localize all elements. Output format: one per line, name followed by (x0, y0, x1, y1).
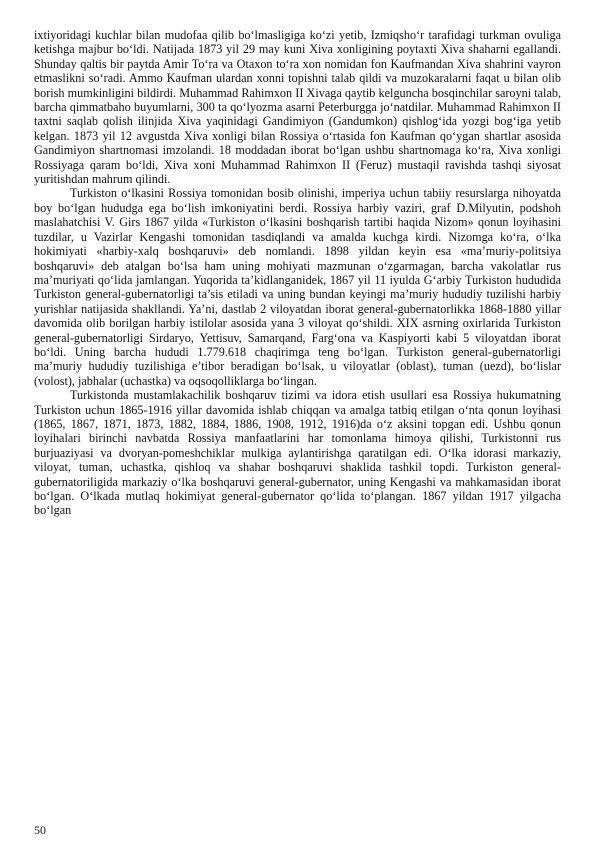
paragraph-1: ixtiyoridagi kuchlar bilan mudofaa qilib bo‘lmasligiga ko‘zi yetib, Izmiqsho‘r tarafidagi turkman ovuliga ketishga majbur bo‘ldi. Natijada 1873 yil 29 may kuni Xiva xonligining poytaxti Xiva shaharni egallandi. Shunday qaltis bir paytda Amir To‘ra va Otaxon to‘ra xon nomidan fon Kaufmandan Xiva shahrini vayron etmaslikni so‘radi. Ammo Kaufman ulardan xonni topishni talab qildi va muzokaralarni faqat u bilan olib borish mumkinligini bildirdi. Muhammad Rahimxon II Xivaga qaytib kelguncha bosqinchilar saroyni talab, barcha qimmatbaho buyumlarni, 300 ta qo‘lyozma asarni Peterburgga jo‘natdilar. Muhammad Rahimxon II taxtni saqlab qolish ilinjida Xiva yaqinidagi Gandimiyon (Gandumkon) qishlog‘ida yozgi bog‘iga yetib kelgan. 1873 yil 12 avgustda Xiva xonligi bilan Rossiya o‘rtasida fon Kaufman qo‘ygan shartlar asosida Gandimiyon shartnomasi imzolandi. 18 moddadan iborat bo‘lgan ushbu shartnomaga ko‘ra, Xiva xonligi Rossiyaga qaram bo‘ldi, Xiva xoni Muhammad Rahimxon II (Feruz) mustaqil ravishda tashqi siyosat yuritishdan mahrum qilindi. (34, 28, 561, 187)
paragraph-3: Turkistonda mustamlakachilik boshqaruv tizimi va idora etish usullari esa Rossiya hukumatning Turkiston uchun 1865-1916 yillar davomida ishlab chiqqan va amalga tatbiq etilgan o‘nta qonun loyihasi (1865, 1867, 1871, 1873, 1882, 1884, 1886, 1908, 1912, 1916)da o‘z aksini topgan edi. Ushbu qonun loyihalari birinchi navbatda Rossiya manfaatlarini har tomonlama himoya qilishi, Turkistonni rus burjuaziyasi va dvoryan-pomeshchiklar mulkiga aylantirishga qaratilgan edi. O‘lka idorasi markaziy, viloyat, tuman, uchastka, qishloq va shahar boshqaruvi shaklida tashkil topdi. Turkiston general-gubernatoriligida markaziy o‘lka boshqaruvi general-gubernator, uning Kengashi va mahkamasidan iborat bo‘lgan. O‘lkada mutlaq hokimiyat general-gubernator qo‘lida to‘plangan. 1867 yildan 1917 yilgacha bo‘lgan (34, 388, 561, 518)
body-text (34, 28, 561, 518)
paragraph-2: Turkiston o‘lkasini Rossiya tomonidan bosib olinishi, imperiya uchun tabiiy resurslarga nihoyatda boy bo‘lgan hududga ega bo‘lish imkoniyatini berdi. Rossiya harbiy vaziri, graf D.Milyutin, podshoh maslahatchisi V. Girs 1867 yilda «Turkiston o‘lkasini boshqarish tartibi haqida Nizom» qonun loyihasini tuzdilar, u Vazirlar Kengashi tomonidan tasdiqlandi va amalda kuchga kirdi. Nizomga ko‘ra, o‘lka hokimiyati «harbiy-xalq boshqaruvi» deb nomlandi. 1898 yildan keyin esa «ma’muriy-politsiya boshqaruvi» deb atalgan bo‘lsa ham uning mohiyati mazmunan o‘zgarmagan, barcha vakolatlar rus ma’muriyati qo‘lida jamlangan. Yuqorida ta’kidlanganidek, 1867 yil 11 iyulda G‘arbiy Turkiston hududida Turkiston general-gubernatorligi ta’sis etiladi va uning bundan keyingi ma’muriy hududiy tuzilishi harbiy yurishlar natijasida shakllandi. Ya’ni, dastlab 2 viloyatdan iborat general-gubernatorlikka 1868-1880 yillar davomida olib borilgan harbiy istilolar asosida yana 3 viloyat qo‘shildi. XIX asrning oxirlarida Turkiston general-gubernatorligi Sirdaryo, Yettisuv, Samarqand, Farg‘ona va Kaspiyorti kabi 5 viloyatdan iborat bo‘ldi. Uning barcha hududi 1.779.618 chaqirimga teng bo‘lgan. Turkiston general-gubernatorligi ma’muriy hududiy tuzilishiga e’tibor beradigan bo‘lsak, u viloyatlar (oblast), tuman (uezd), bo‘lislar (volost), jabhalar (uchastka) va oqsoqolliklarga bo‘lingan. (34, 186, 561, 388)
page-number: 50 (34, 823, 46, 837)
